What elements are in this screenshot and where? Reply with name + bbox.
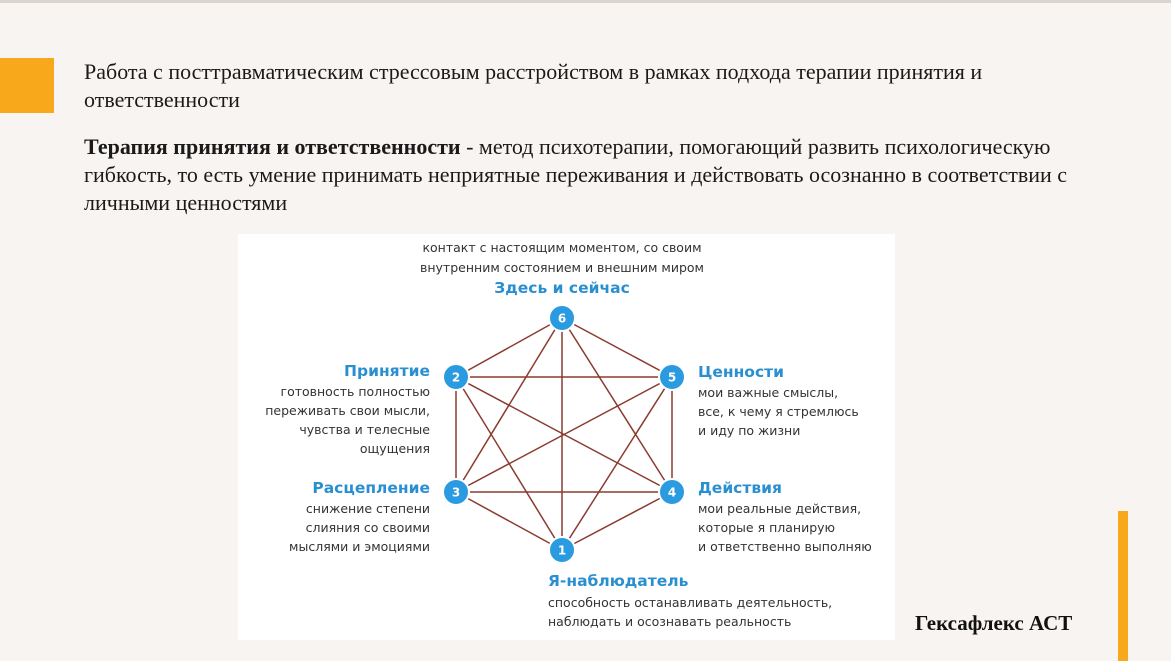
node-2-desc-3: чувства и телесные (299, 422, 430, 437)
edge-1-3 (456, 492, 562, 550)
node-4-desc-3: и ответственно выполняю (698, 539, 872, 554)
hexaflex-diagram (238, 234, 895, 640)
node-1-heading: Я-наблюдатель (548, 572, 689, 590)
node-6-label (420, 240, 704, 297)
node-2-desc-1: готовность полностью (280, 384, 430, 399)
node-5-label (698, 363, 859, 438)
node-6-heading: Здесь и сейчас (494, 279, 630, 297)
node-1-desc-1: способность останавливать деятельность, (548, 595, 833, 610)
definition-term: Терапия принятия и ответственности (84, 134, 461, 159)
node-5-desc-1: мои важные смыслы, (698, 385, 839, 400)
node-6-desc-1: контакт с настоящим моментом, со своим (422, 240, 702, 255)
definition-paragraph (84, 133, 1124, 217)
node-2-label (265, 362, 430, 456)
node-5-desc-3: и иду по жизни (698, 423, 801, 438)
node-3-desc-1: снижение степени (305, 501, 430, 516)
node-3-heading: Расцепление (312, 479, 430, 497)
node-2-desc-4: ощущения (359, 441, 430, 456)
node-4-label (698, 479, 872, 554)
node-6-number: 6 (557, 311, 567, 326)
node-4-heading: Действия (698, 479, 782, 497)
accent-bar-right (1118, 511, 1128, 661)
node-3-label (289, 479, 430, 554)
edge-1-4 (562, 492, 672, 550)
node-1-desc-2: наблюдать и осознавать реальность (548, 614, 792, 629)
node-4-number: 4 (667, 485, 677, 500)
diagram-credit: Гексафлекс АСТ (915, 611, 1073, 635)
node-2-desc-2: переживать свои мысли, (265, 403, 430, 418)
node-2-number: 2 (451, 370, 461, 385)
node-5-desc-2: все, к чему я стремлюсь (698, 404, 859, 419)
hexaflex-edges (456, 318, 672, 550)
node-1-number: 1 (557, 543, 567, 558)
edge-4-6 (562, 318, 672, 492)
hexaflex-svg (238, 234, 895, 640)
definition-text: - метод психотерапии, помогающий развить психологическую гибкость, то есть умение принимать неприятные переживания и действовать осознанно в соответствии с личными ценностями (84, 134, 1068, 215)
node-3-desc-2: слияния со своими (305, 520, 430, 535)
node-3-desc-3: мыслями и эмоциями (289, 539, 430, 554)
edge-2-6 (456, 318, 562, 377)
node-5-heading: Ценности (698, 363, 784, 381)
edge-3-6 (456, 318, 562, 492)
node-4-desc-1: мои реальные действия, (698, 501, 862, 516)
top-divider (0, 0, 1171, 3)
node-3-number: 3 (451, 485, 461, 500)
node-1-label (548, 572, 832, 629)
edge-5-6 (562, 318, 672, 377)
node-6-desc-2: внутренним состоянием и внешним миром (420, 260, 704, 275)
node-4-desc-2: которые я планирую (698, 520, 836, 535)
node-5-number: 5 (667, 370, 677, 385)
node-2-heading: Принятие (344, 362, 430, 380)
slide-title: Работа с посттравматическим стрессовым расстройством в рамках подхода терапии принятия и ответственности (84, 59, 983, 112)
accent-bar-left (0, 58, 54, 113)
